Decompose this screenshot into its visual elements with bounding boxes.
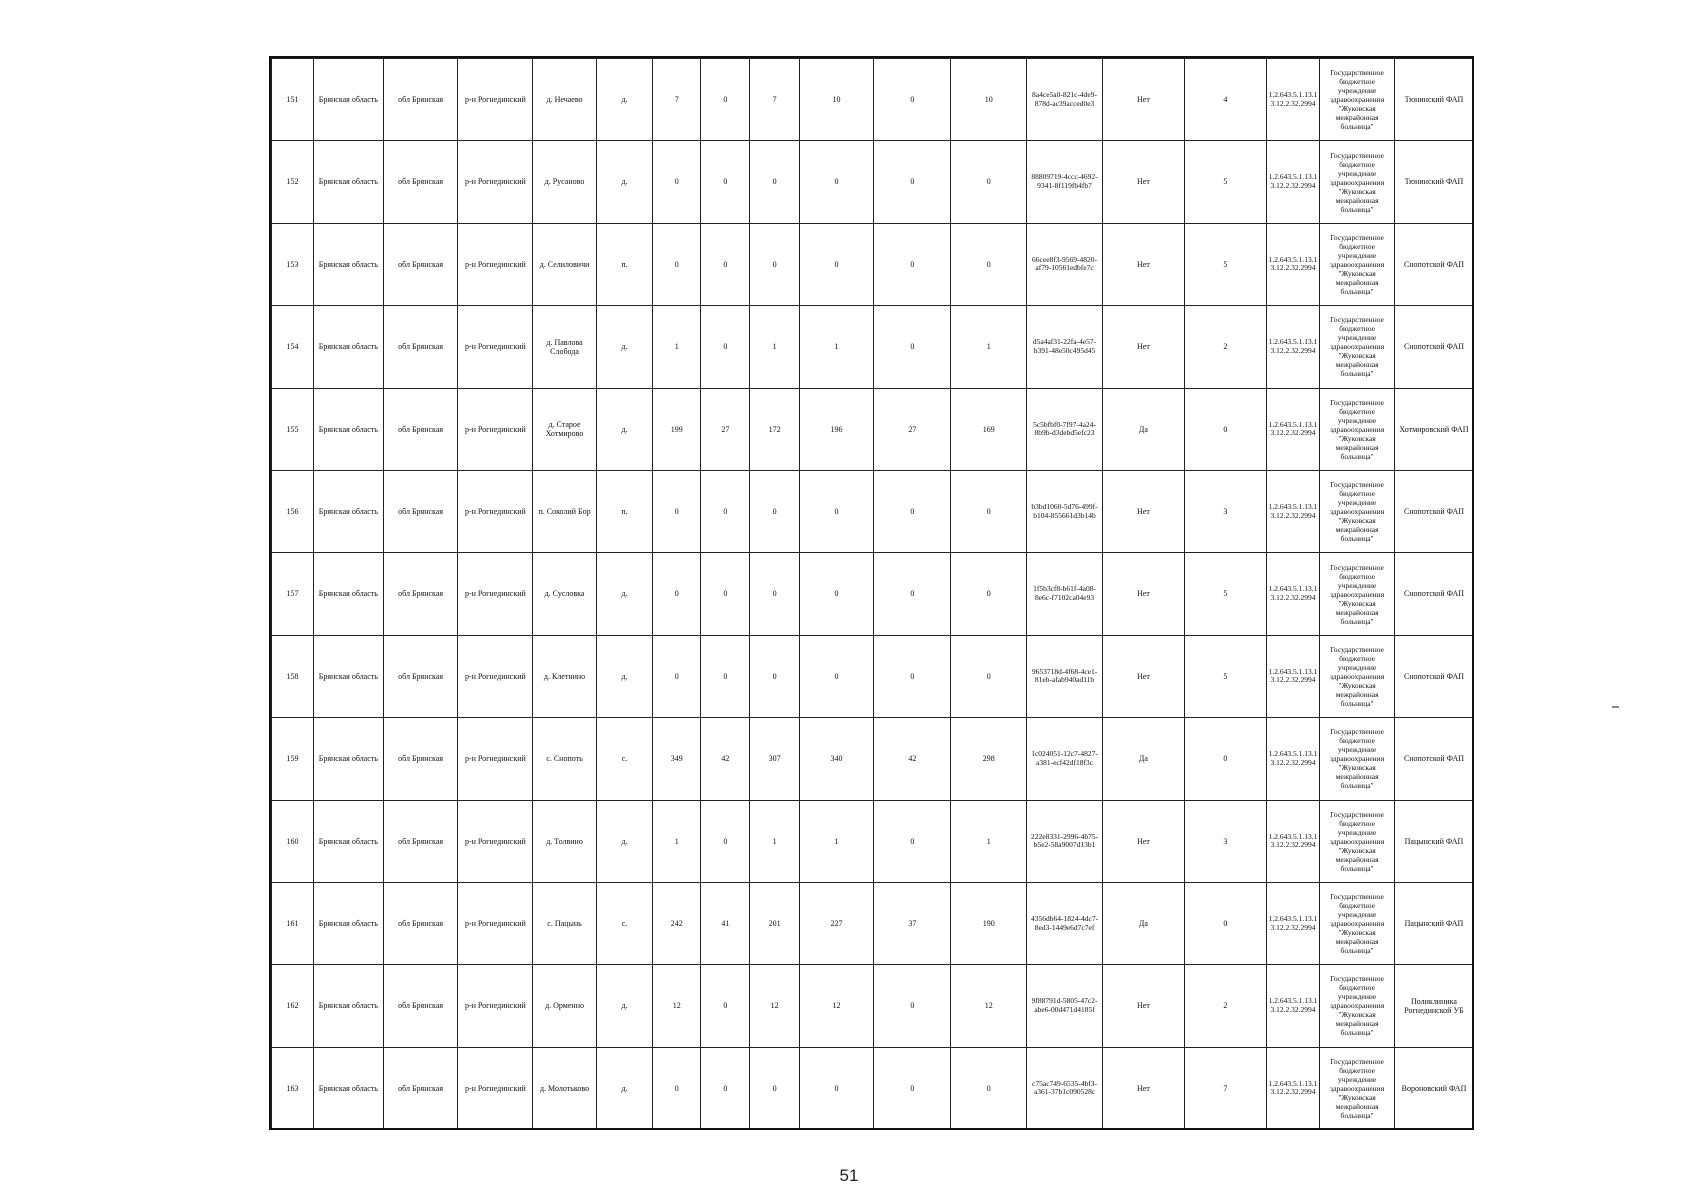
cell-region: Брянская область	[314, 388, 384, 470]
cell-region: Брянская область	[314, 800, 384, 882]
cell-settlement-type: д.	[596, 965, 652, 1047]
cell-settlement: д. Русаново	[533, 141, 597, 223]
cell-settlement-type: п.	[596, 223, 652, 305]
cell-value-5: 0	[874, 800, 951, 882]
cell-flag: Нет	[1102, 1047, 1184, 1129]
cell-organization: Государственное бюджетное учреждение здравоохранения "Жуковская межрайонная больница"	[1320, 635, 1395, 717]
cell-count: 3	[1184, 470, 1266, 552]
cell-organization: Государственное бюджетное учреждение здравоохранения "Жуковская межрайонная больница"	[1320, 1047, 1395, 1129]
cell-value-4: 1	[799, 306, 874, 388]
cell-flag: Нет	[1102, 965, 1184, 1047]
cell-oblast: обл Брянская	[383, 553, 458, 635]
page-number: 51	[839, 1166, 859, 1185]
cell-district: р-н Рогнединский	[458, 965, 533, 1047]
cell-value-4: 0	[799, 553, 874, 635]
cell-flag: Нет	[1102, 553, 1184, 635]
cell-district: р-н Рогнединский	[458, 800, 533, 882]
cell-organization: Государственное бюджетное учреждение здравоохранения "Жуковская межрайонная больница"	[1320, 553, 1395, 635]
cell-value-2: 41	[701, 882, 750, 964]
cell-oid: 1.2.643.5.1.13.13.12.2.32.2994	[1266, 141, 1319, 223]
cell-row-number: 160	[272, 800, 314, 882]
table-row	[272, 388, 1474, 470]
cell-value-3: 0	[750, 553, 799, 635]
cell-row-number: 155	[272, 388, 314, 470]
cell-guid: 9f88791d-5805-47c2-abe6-00d471d4185f	[1027, 965, 1103, 1047]
cell-row-number: 157	[272, 553, 314, 635]
cell-district: р-н Рогнединский	[458, 388, 533, 470]
cell-value-6: 0	[951, 553, 1027, 635]
table-row	[272, 141, 1474, 223]
cell-value-1: 242	[653, 882, 701, 964]
cell-oblast: обл Брянская	[383, 718, 458, 800]
cell-value-5: 0	[874, 1047, 951, 1129]
cell-value-6: 10	[951, 59, 1027, 141]
cell-oblast: обл Брянская	[383, 800, 458, 882]
cell-region: Брянская область	[314, 718, 384, 800]
cell-oblast: обл Брянская	[383, 882, 458, 964]
cell-value-3: 1	[750, 306, 799, 388]
cell-count: 0	[1184, 718, 1266, 800]
cell-guid: 66cee8f3-9569-4820-af79-10561edbfe7c	[1027, 223, 1103, 305]
cell-medical-unit: Хотмировский ФАП	[1394, 388, 1473, 470]
table-row	[272, 800, 1474, 882]
cell-oblast: обл Брянская	[383, 470, 458, 552]
cell-flag: Да	[1102, 388, 1184, 470]
cell-value-5: 37	[874, 882, 951, 964]
cell-value-2: 42	[701, 718, 750, 800]
cell-value-4: 0	[799, 1047, 874, 1129]
cell-district: р-н Рогнединский	[458, 141, 533, 223]
cell-oid: 1.2.643.5.1.13.13.12.2.32.2994	[1266, 882, 1319, 964]
cell-oid: 1.2.643.5.1.13.13.12.2.32.2994	[1266, 718, 1319, 800]
cell-value-5: 0	[874, 306, 951, 388]
cell-organization: Государственное бюджетное учреждение здравоохранения "Жуковская межрайонная больница"	[1320, 800, 1395, 882]
table-row	[272, 882, 1474, 964]
cell-settlement: с. Снопоть	[533, 718, 597, 800]
cell-flag: Нет	[1102, 223, 1184, 305]
cell-value-1: 0	[653, 553, 701, 635]
table-row	[272, 635, 1474, 717]
cell-settlement-type: д.	[596, 306, 652, 388]
cell-settlement-type: с.	[596, 718, 652, 800]
cell-region: Брянская область	[314, 470, 384, 552]
cell-value-2: 0	[701, 553, 750, 635]
cell-value-1: 1	[653, 306, 701, 388]
cell-value-4: 1	[799, 800, 874, 882]
cell-value-2: 0	[701, 800, 750, 882]
cell-value-5: 0	[874, 223, 951, 305]
cell-district: р-н Рогнединский	[458, 223, 533, 305]
cell-value-3: 0	[750, 1047, 799, 1129]
cell-oid: 1.2.643.5.1.13.13.12.2.32.2994	[1266, 635, 1319, 717]
cell-medical-unit: Тюнинский ФАП	[1394, 141, 1473, 223]
cell-oid: 1.2.643.5.1.13.13.12.2.32.2994	[1266, 965, 1319, 1047]
cell-value-2: 27	[701, 388, 750, 470]
table-body	[272, 59, 1474, 1130]
cell-oblast: обл Брянская	[383, 306, 458, 388]
cell-region: Брянская область	[314, 965, 384, 1047]
table-row	[272, 1047, 1474, 1129]
cell-value-4: 0	[799, 470, 874, 552]
cell-value-1: 0	[653, 223, 701, 305]
cell-settlement-type: д.	[596, 553, 652, 635]
cell-value-1: 0	[653, 635, 701, 717]
cell-value-1: 199	[653, 388, 701, 470]
cell-value-6: 0	[951, 470, 1027, 552]
cell-settlement: д. Клетнино	[533, 635, 597, 717]
cell-region: Брянская область	[314, 223, 384, 305]
cell-value-2: 0	[701, 59, 750, 141]
cell-value-3: 0	[750, 470, 799, 552]
cell-flag: Нет	[1102, 306, 1184, 388]
table-row	[272, 470, 1474, 552]
cell-value-6: 1	[951, 306, 1027, 388]
cell-settlement: д. Старое Хотмирово	[533, 388, 597, 470]
table-row	[272, 59, 1474, 141]
cell-organization: Государственное бюджетное учреждение здравоохранения "Жуковская межрайонная больница"	[1320, 470, 1395, 552]
cell-region: Брянская область	[314, 306, 384, 388]
cell-row-number: 159	[272, 718, 314, 800]
cell-row-number: 153	[272, 223, 314, 305]
cell-settlement-type: с.	[596, 882, 652, 964]
cell-row-number: 158	[272, 635, 314, 717]
cell-region: Брянская область	[314, 1047, 384, 1129]
cell-oblast: обл Брянская	[383, 223, 458, 305]
cell-guid: b3bd1060-5d76-499f-b104-855661d3b14b	[1027, 470, 1103, 552]
cell-value-2: 0	[701, 1047, 750, 1129]
cell-value-4: 0	[799, 223, 874, 305]
cell-value-2: 0	[701, 223, 750, 305]
cell-settlement: д. Нечаево	[533, 59, 597, 141]
cell-flag: Да	[1102, 882, 1184, 964]
cell-settlement: п. Соколий Бор	[533, 470, 597, 552]
cell-value-6: 169	[951, 388, 1027, 470]
cell-value-1: 349	[653, 718, 701, 800]
cell-flag: Нет	[1102, 141, 1184, 223]
cell-district: р-н Рогнединский	[458, 1047, 533, 1129]
cell-count: 5	[1184, 141, 1266, 223]
cell-settlement: д. Павлова Слобода	[533, 306, 597, 388]
cell-oid: 1.2.643.5.1.13.13.12.2.32.2994	[1266, 553, 1319, 635]
cell-settlement: д. Сусловка	[533, 553, 597, 635]
cell-oblast: обл Брянская	[383, 59, 458, 141]
cell-value-3: 0	[750, 141, 799, 223]
cell-count: 2	[1184, 965, 1266, 1047]
cell-row-number: 162	[272, 965, 314, 1047]
cell-count: 5	[1184, 223, 1266, 305]
cell-medical-unit: Снопотской ФАП	[1394, 306, 1473, 388]
cell-value-1: 12	[653, 965, 701, 1047]
cell-oid: 1.2.643.5.1.13.13.12.2.32.2994	[1266, 306, 1319, 388]
cell-guid: c75ac749-6535-4bf3-a361-37b1c090528c	[1027, 1047, 1103, 1129]
cell-settlement-type: д.	[596, 635, 652, 717]
cell-value-3: 307	[750, 718, 799, 800]
cell-value-4: 227	[799, 882, 874, 964]
cell-settlement-type: д.	[596, 388, 652, 470]
cell-organization: Государственное бюджетное учреждение здравоохранения "Жуковская межрайонная больница"	[1320, 882, 1395, 964]
cell-flag: Нет	[1102, 59, 1184, 141]
cell-value-6: 0	[951, 141, 1027, 223]
cell-guid: 4356db64-1824-4dc7-8ed3-1449e6d7c7ef	[1027, 882, 1103, 964]
cell-value-3: 172	[750, 388, 799, 470]
cell-value-3: 0	[750, 635, 799, 717]
cell-count: 5	[1184, 635, 1266, 717]
cell-organization: Государственное бюджетное учреждение здравоохранения "Жуковская межрайонная больница"	[1320, 223, 1395, 305]
cell-oid: 1.2.643.5.1.13.13.12.2.32.2994	[1266, 800, 1319, 882]
cell-district: р-н Рогнединский	[458, 59, 533, 141]
cell-value-1: 0	[653, 1047, 701, 1129]
cell-guid: d5a4af31-22fa-4e57-b391-48e50c495d45	[1027, 306, 1103, 388]
cell-count: 0	[1184, 882, 1266, 964]
table-row	[272, 306, 1474, 388]
cell-value-5: 42	[874, 718, 951, 800]
cell-oid: 1.2.643.5.1.13.13.12.2.32.2994	[1266, 59, 1319, 141]
cell-region: Брянская область	[314, 635, 384, 717]
cell-organization: Государственное бюджетное учреждение здравоохранения "Жуковская межрайонная больница"	[1320, 59, 1395, 141]
cell-value-5: 0	[874, 635, 951, 717]
cell-region: Брянская область	[314, 141, 384, 223]
cell-row-number: 161	[272, 882, 314, 964]
cell-settlement-type: д.	[596, 800, 652, 882]
cell-value-2: 0	[701, 306, 750, 388]
cell-district: р-н Рогнединский	[458, 882, 533, 964]
cell-count: 0	[1184, 388, 1266, 470]
cell-value-6: 1	[951, 800, 1027, 882]
cell-count: 2	[1184, 306, 1266, 388]
cell-value-5: 27	[874, 388, 951, 470]
cell-settlement: с. Пацынь	[533, 882, 597, 964]
cell-oid: 1.2.643.5.1.13.13.12.2.32.2994	[1266, 1047, 1319, 1129]
cell-organization: Государственное бюджетное учреждение здравоохранения "Жуковская межрайонная больница"	[1320, 141, 1395, 223]
cell-value-6: 12	[951, 965, 1027, 1047]
cell-value-1: 1	[653, 800, 701, 882]
cell-value-6: 0	[951, 635, 1027, 717]
cell-region: Брянская область	[314, 553, 384, 635]
cell-guid: 9653718d-4f68-4ce1-81eb-afab940ad11b	[1027, 635, 1103, 717]
table-sheet	[271, 58, 1474, 1130]
cell-settlement: д. Орменно	[533, 965, 597, 1047]
cell-value-3: 7	[750, 59, 799, 141]
cell-count: 7	[1184, 1047, 1266, 1129]
cell-settlement-type: д.	[596, 59, 652, 141]
cell-count: 3	[1184, 800, 1266, 882]
cell-oblast: обл Брянская	[383, 141, 458, 223]
settlements-table	[271, 58, 1474, 1130]
cell-medical-unit: Снопотской ФАП	[1394, 718, 1473, 800]
cell-flag: Нет	[1102, 800, 1184, 882]
cell-row-number: 163	[272, 1047, 314, 1129]
cell-value-4: 0	[799, 635, 874, 717]
cell-value-3: 201	[750, 882, 799, 964]
cell-row-number: 152	[272, 141, 314, 223]
cell-settlement: д. Молотьково	[533, 1047, 597, 1129]
cell-value-6: 0	[951, 1047, 1027, 1129]
cell-district: р-н Рогнединский	[458, 635, 533, 717]
cell-medical-unit: Пацынский ФАП	[1394, 800, 1473, 882]
cell-flag: Нет	[1102, 635, 1184, 717]
cell-district: р-н Рогнединский	[458, 718, 533, 800]
cell-region: Брянская область	[314, 59, 384, 141]
cell-medical-unit: Снопотской ФАП	[1394, 223, 1473, 305]
cell-oid: 1.2.643.5.1.13.13.12.2.32.2994	[1266, 470, 1319, 552]
cell-row-number: 154	[272, 306, 314, 388]
cell-value-5: 0	[874, 141, 951, 223]
cell-settlement-type: п.	[596, 470, 652, 552]
cell-medical-unit: Поликлиника Рогнединской УБ	[1394, 965, 1473, 1047]
cell-medical-unit: Пацынский ФАП	[1394, 882, 1473, 964]
table-row	[272, 553, 1474, 635]
cell-value-3: 12	[750, 965, 799, 1047]
cell-oblast: обл Брянская	[383, 965, 458, 1047]
cell-guid: 1f5b3cf8-b61f-4a08-8e6c-f7102ca04e93	[1027, 553, 1103, 635]
cell-guid: 1c024051-12c7-4827-a381-ecf42df18f3c	[1027, 718, 1103, 800]
cell-region: Брянская область	[314, 882, 384, 964]
cell-count: 5	[1184, 553, 1266, 635]
cell-medical-unit: Вороновский ФАП	[1394, 1047, 1473, 1129]
cell-value-1: 0	[653, 141, 701, 223]
cell-district: р-н Рогнединский	[458, 306, 533, 388]
cell-value-2: 0	[701, 965, 750, 1047]
cell-flag: Нет	[1102, 470, 1184, 552]
cell-guid: 88809719-4ccc-4692-9341-8f119fb4fb7	[1027, 141, 1103, 223]
cell-oid: 1.2.643.5.1.13.13.12.2.32.2994	[1266, 388, 1319, 470]
scan-speck	[1612, 706, 1619, 708]
cell-settlement-type: д.	[596, 141, 652, 223]
cell-settlement-type: д.	[596, 1047, 652, 1129]
cell-oblast: обл Брянская	[383, 1047, 458, 1129]
cell-value-5: 0	[874, 470, 951, 552]
cell-settlement: д. Толвино	[533, 800, 597, 882]
cell-medical-unit: Тюнинский ФАП	[1394, 59, 1473, 141]
cell-oblast: обл Брянская	[383, 635, 458, 717]
cell-value-1: 7	[653, 59, 701, 141]
cell-value-3: 0	[750, 223, 799, 305]
cell-value-2: 0	[701, 635, 750, 717]
cell-guid: 8a4ce5a0-821c-4de9-878d-ac39acced0e3	[1027, 59, 1103, 141]
cell-guid: 222e8331-2996-4b75-b5e2-58a9007d13b1	[1027, 800, 1103, 882]
cell-row-number: 151	[272, 59, 314, 141]
table-row	[272, 223, 1474, 305]
cell-row-number: 156	[272, 470, 314, 552]
cell-value-4: 10	[799, 59, 874, 141]
table-row	[272, 965, 1474, 1047]
cell-value-3: 1	[750, 800, 799, 882]
cell-value-6: 298	[951, 718, 1027, 800]
cell-settlement: д. Селиловичи	[533, 223, 597, 305]
cell-organization: Государственное бюджетное учреждение здравоохранения "Жуковская межрайонная больница"	[1320, 718, 1395, 800]
cell-district: р-н Рогнединский	[458, 553, 533, 635]
cell-value-5: 0	[874, 553, 951, 635]
cell-value-4: 196	[799, 388, 874, 470]
cell-value-5: 0	[874, 965, 951, 1047]
cell-medical-unit: Снопотской ФАП	[1394, 635, 1473, 717]
cell-medical-unit: Снопотской ФАП	[1394, 553, 1473, 635]
cell-organization: Государственное бюджетное учреждение здравоохранения "Жуковская межрайонная больница"	[1320, 388, 1395, 470]
table-row	[272, 718, 1474, 800]
cell-value-6: 0	[951, 223, 1027, 305]
cell-organization: Государственное бюджетное учреждение здравоохранения "Жуковская межрайонная больница"	[1320, 965, 1395, 1047]
cell-value-2: 0	[701, 470, 750, 552]
cell-oblast: обл Брянская	[383, 388, 458, 470]
cell-guid: 5c5bfbf0-7f97-4a24-8b9b-d3debd5efc23	[1027, 388, 1103, 470]
cell-oid: 1.2.643.5.1.13.13.12.2.32.2994	[1266, 223, 1319, 305]
cell-value-4: 0	[799, 141, 874, 223]
cell-district: р-н Рогнединский	[458, 470, 533, 552]
cell-value-1: 0	[653, 470, 701, 552]
cell-count: 4	[1184, 59, 1266, 141]
cell-value-4: 340	[799, 718, 874, 800]
cell-value-5: 0	[874, 59, 951, 141]
cell-value-4: 12	[799, 965, 874, 1047]
cell-value-2: 0	[701, 141, 750, 223]
cell-medical-unit: Снопотской ФАП	[1394, 470, 1473, 552]
cell-flag: Да	[1102, 718, 1184, 800]
cell-organization: Государственное бюджетное учреждение здравоохранения "Жуковская межрайонная больница"	[1320, 306, 1395, 388]
cell-value-6: 190	[951, 882, 1027, 964]
